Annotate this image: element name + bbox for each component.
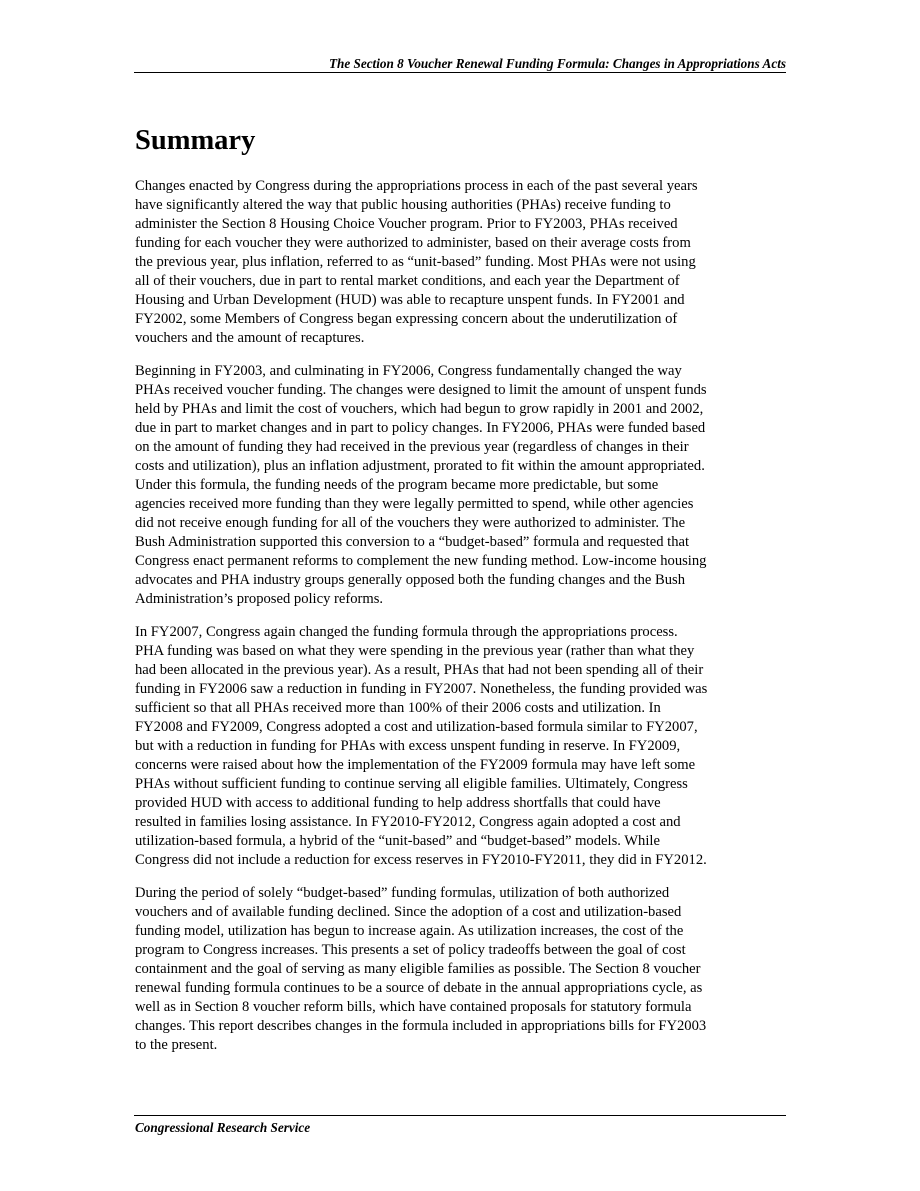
text-line: vouchers and of available funding declined. Since the adoption of a cost and utilization-based (135, 904, 682, 920)
text-line: funding for each voucher they were authorized to administer, based on their average costs from (135, 235, 691, 251)
summary-paragraph-3 (135, 623, 787, 870)
footer-divider (134, 1115, 786, 1116)
text-line: Bush Administration supported this conversion to a “budget-based” formula and requested that (135, 534, 690, 550)
text-line: program to Congress increases. This presents a set of policy tradeoffs between the goal of cost (135, 942, 686, 958)
text-line: resulted in families losing assistance. In FY2010-FY2012, Congress again adopted a cost and (135, 814, 681, 830)
text-line: concerns were raised about how the implementation of the FY2009 formula may have left some (135, 757, 696, 773)
text-line: containment and the goal of serving as many eligible families as possible. The Section 8 voucher (135, 961, 701, 977)
summary-paragraph-2 (135, 362, 787, 609)
text-line: FY2002, some Members of Congress began expressing concern about the underutilization of (135, 311, 678, 327)
summary-paragraph-1 (135, 177, 787, 348)
text-line: on the amount of funding they had received in the previous year (regardless of changes in their (135, 439, 689, 455)
text-line: well as in Section 8 voucher reform bills, which have contained proposals for statutory formula (135, 999, 692, 1015)
section-title: Summary (135, 125, 256, 156)
text-line: During the period of solely “budget-based” funding formulas, utilization of both authorized (135, 885, 670, 901)
text-line: Beginning in FY2003, and culminating in FY2006, Congress fundamentally changed the way (135, 363, 682, 379)
text-line: due in part to market changes and in part to policy changes. In FY2006, PHAs were funded based (135, 420, 706, 436)
text-line: vouchers and the amount of recaptures. (135, 330, 365, 346)
text-line: Congress did not include a reduction for excess reserves in FY2010-FY2011, they did in FY2012. (135, 852, 707, 868)
text-line: Housing and Urban Development (HUD) was able to recapture unspent funds. In FY2001 and (135, 292, 685, 308)
text-line: Under this formula, the funding needs of the program became more predictable, but some (135, 477, 659, 493)
text-line: Administration’s proposed policy reforms. (135, 591, 384, 607)
text-line: In FY2007, Congress again changed the funding formula through the appropriations process. (135, 624, 678, 640)
text-line: but with a reduction in funding for PHAs with excess unspent funding in reserve. In FY2009, (135, 738, 681, 754)
text-line: Congress enact permanent reforms to complement the new funding method. Low-income housing (135, 553, 707, 569)
text-line: funding in FY2006 saw a reduction in funding in FY2007. Nonetheless, the funding provided was (135, 681, 708, 697)
text-line: costs and utilization), plus an inflation adjustment, prorated to fit within the amount appropriated. (135, 458, 705, 474)
text-line: all of their vouchers, due in part to rental market conditions, and each year the Department of (135, 273, 680, 289)
text-line: have significantly altered the way that public housing authorities (PHAs) receive funding to (135, 197, 671, 213)
text-line: agencies received more funding than they were legally permitted to spend, while other agencies (135, 496, 694, 512)
running-header-title: The Section 8 Voucher Renewal Funding Formula: Changes in Appropriations Acts (328, 56, 786, 71)
text-line: PHAs without sufficient funding to continue serving all eligible families. Ultimately, Congress (135, 776, 688, 792)
summary-body (135, 177, 787, 1069)
text-line: FY2008 and FY2009, Congress adopted a cost and utilization-based formula similar to FY2007, (135, 719, 698, 735)
header-divider (134, 72, 786, 73)
text-line: changes. This report describes changes in the formula included in appropriations bills for FY2003 (135, 1018, 707, 1034)
text-line: did not receive enough funding for all of the vouchers they were authorized to administer. The (135, 515, 686, 531)
text-line: utilization-based formula, a hybrid of the “unit-based” and “budget-based” models. While (135, 833, 660, 849)
text-line: had been allocated in the previous year). As a result, PHAs that had not been spending all of their (135, 662, 704, 678)
text-line: provided HUD with access to additional funding to help address shortfalls that could have (135, 795, 661, 811)
text-line: funding model, utilization has begun to increase again. As utilization increases, the cost of the (135, 923, 684, 939)
summary-paragraph-4 (135, 884, 787, 1055)
text-line: renewal funding formula continues to be a source of debate in the annual appropriations cycle, as (135, 980, 703, 996)
text-line: to the present. (135, 1037, 218, 1053)
running-footer-publisher: Congressional Research Service (135, 1120, 311, 1135)
text-line: advocates and PHA industry groups generally opposed both the funding changes and the Bush (135, 572, 686, 588)
text-line: sufficient so that all PHAs received more than 100% of their 2006 costs and utilization. In (135, 700, 661, 716)
text-line: held by PHAs and limit the cost of vouchers, which had begun to grow rapidly in 2001 and 2002, (135, 401, 704, 417)
text-line: PHAs received voucher funding. The changes were designed to limit the amount of unspent funds (135, 382, 707, 398)
text-line: administer the Section 8 Housing Choice Voucher program. Prior to FY2003, PHAs received (135, 216, 678, 232)
text-line: the previous year, plus inflation, referred to as “unit-based” funding. Most PHAs were not using (135, 254, 696, 270)
text-line: Changes enacted by Congress during the appropriations process in each of the past several years (135, 178, 698, 194)
text-line: PHA funding was based on what they were spending in the previous year (rather than what they (135, 643, 695, 659)
